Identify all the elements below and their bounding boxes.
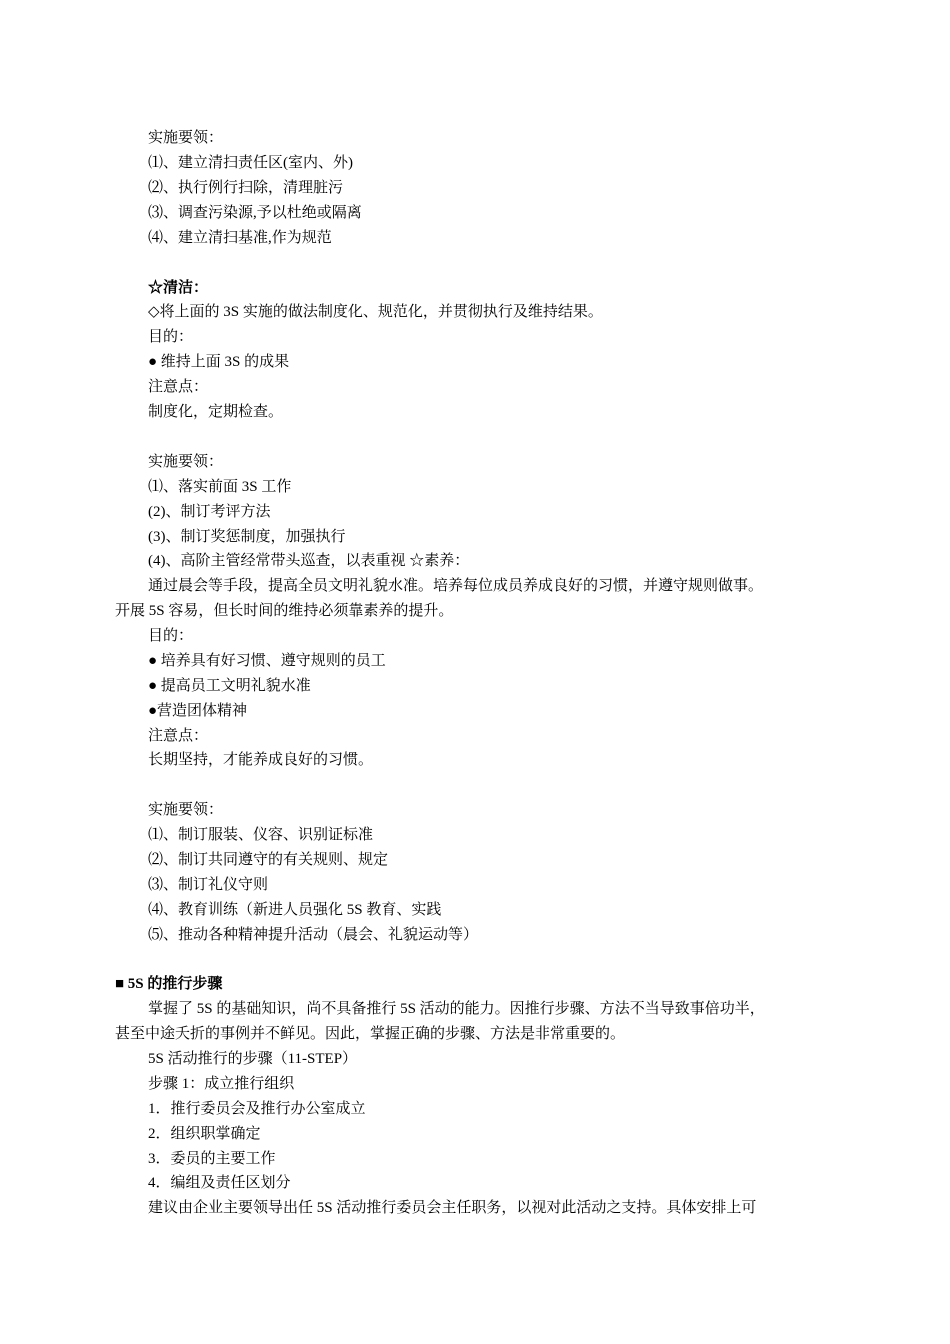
- label-notes: 注意点：: [148, 728, 209, 744]
- section-heading-5s-steps: ■ 5S 的推行步骤: [115, 976, 223, 992]
- list-item: ⑴、制订服装、仪容、识别证标准: [148, 827, 374, 843]
- paragraph: 通过晨会等手段，提高全员文明礼貌水准。培养每位成员养成良好的习惯，并遵守规则做事。: [148, 578, 764, 594]
- label-purpose: 目的：: [148, 628, 194, 644]
- paragraph: 掌握了 5S 的基础知识，尚不具备推行 5S 活动的能力。因推行步骤、方法不当导致事倍功半，: [148, 1001, 765, 1017]
- list-item: ⑷、教育训练（新进人员强化 5S 教育、实践: [148, 902, 442, 918]
- list-item: 1．推行委员会及推行办公室成立: [148, 1101, 366, 1117]
- list-item: (4)、高阶主管经常带头巡查，以表重视 ☆素养：: [148, 553, 470, 569]
- list-item: 3．委员的主要工作: [148, 1151, 276, 1167]
- list-item: ⑷、建立清扫基准,作为规范: [148, 230, 332, 246]
- label-notes: 注意点：: [148, 379, 209, 395]
- section-heading-cleanliness: ☆清洁：: [148, 280, 209, 296]
- list-item: ⑴、建立清扫责任区(室内、外): [148, 155, 353, 171]
- paragraph: ◇将上面的 3S 实施的做法制度化、规范化，并贯彻执行及维持结果。: [148, 304, 603, 320]
- list-item: ⑵、执行例行扫除，清理脏污: [148, 180, 344, 196]
- subheading: 5S 活动推行的步骤（11-STEP）: [148, 1051, 358, 1067]
- list-item: (2)、制订考评方法: [148, 504, 271, 520]
- step-heading: 步骤 1：成立推行组织: [148, 1076, 295, 1092]
- list-item: (3)、制订奖惩制度，加强执行: [148, 529, 346, 545]
- list-item: ⑵、制订共同遵守的有关规则、规定: [148, 852, 389, 868]
- list-item: ⑶、调查污染源,予以杜绝或隔离: [148, 205, 362, 221]
- list-item: 4．编组及责任区划分: [148, 1175, 291, 1191]
- list-item: 2．组织职掌确定: [148, 1126, 261, 1142]
- heading-implementation-1: 实施要领：: [148, 130, 224, 146]
- bullet-item: ● 提高员工文明礼貌水准: [148, 678, 311, 694]
- paragraph-continuation: 甚至中途夭折的事例并不鲜见。因此，掌握正确的步骤、方法是非常重要的。: [115, 1026, 626, 1042]
- heading-implementation-3: 实施要领：: [148, 802, 224, 818]
- heading-implementation-2: 实施要领：: [148, 454, 224, 470]
- paragraph: 制度化，定期检查。: [148, 404, 284, 420]
- list-item: ⑸、推动各种精神提升活动（晨会、礼貌运动等）: [148, 927, 479, 943]
- bullet-item: ● 维持上面 3S 的成果: [148, 354, 290, 370]
- bullet-item: ● 培养具有好习惯、遵守规则的员工: [148, 653, 386, 669]
- bullet-item: ●营造团体精神: [148, 703, 248, 719]
- paragraph: 建议由企业主要领导出任 5S 活动推行委员会主任职务，以视对此活动之支持。具体安排上可: [148, 1200, 757, 1216]
- paragraph-continuation: 开展 5S 容易，但长时间的维持必须靠素养的提升。: [115, 603, 454, 619]
- paragraph: 长期坚持，才能养成良好的习惯。: [148, 752, 374, 768]
- list-item: ⑶、制订礼仪守则: [148, 877, 269, 893]
- label-purpose: 目的：: [148, 329, 194, 345]
- list-item: ⑴、落实前面 3S 工作: [148, 479, 292, 495]
